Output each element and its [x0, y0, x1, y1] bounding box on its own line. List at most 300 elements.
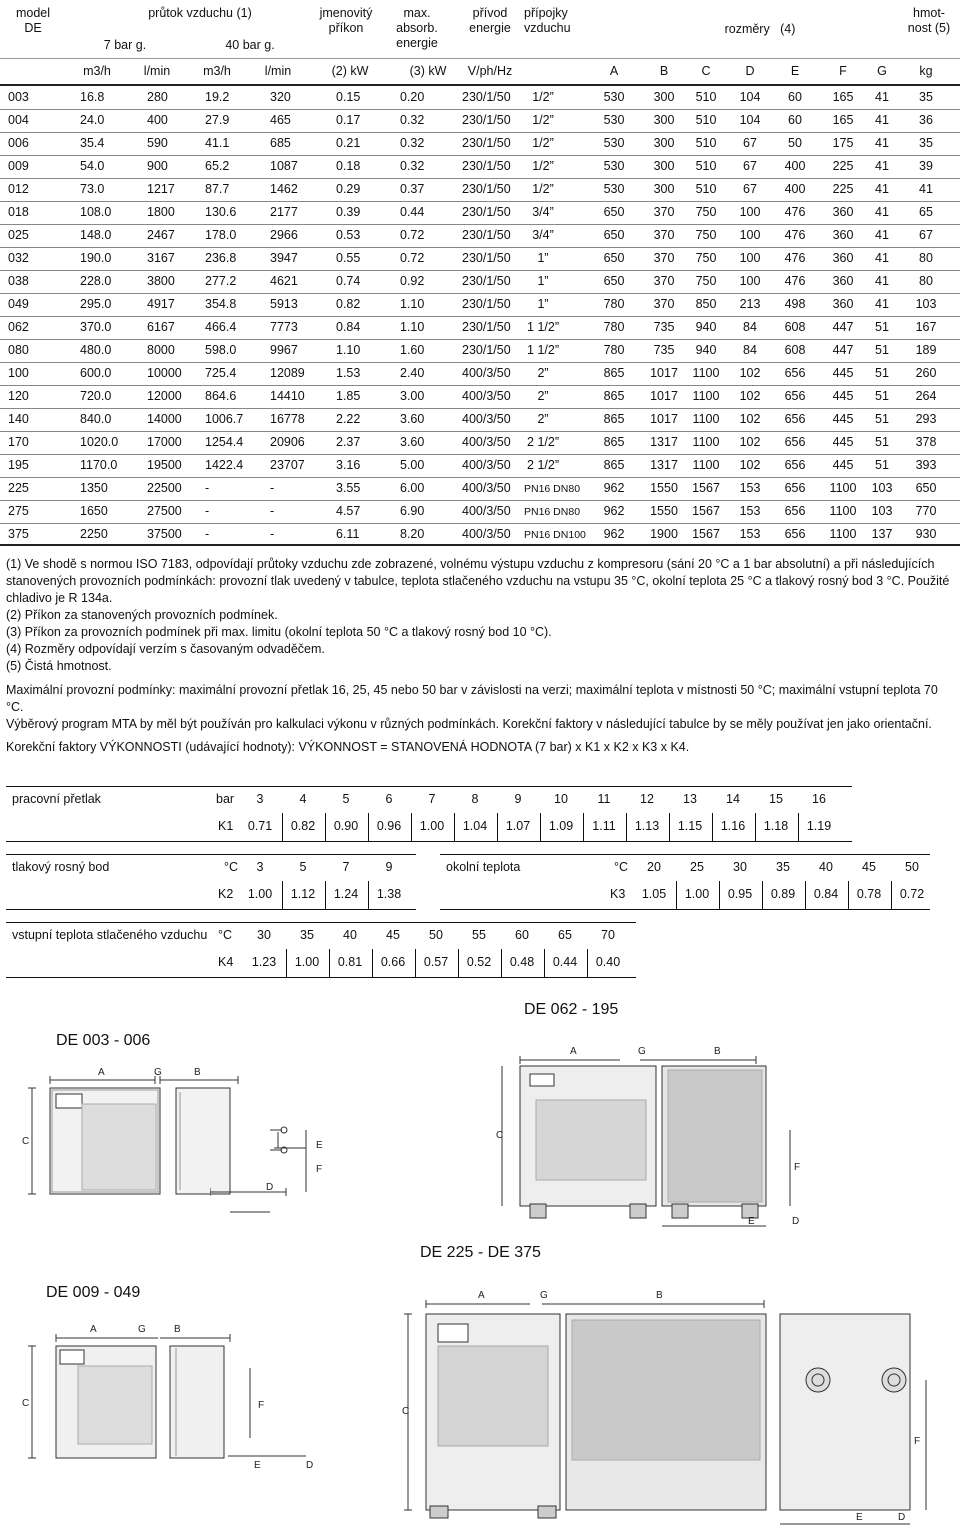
- k1-value: 5: [342, 792, 350, 806]
- table-cell: 51: [875, 320, 889, 334]
- svg-text:G: G: [138, 1324, 146, 1335]
- k3-factor: 0.95: [727, 887, 753, 901]
- table-cell: 006: [8, 136, 29, 150]
- svg-text:F: F: [258, 1400, 265, 1411]
- table-cell: 400/3/50: [462, 412, 511, 426]
- k4-label: vstupní teplota stlačeného vzduchu: [12, 928, 208, 942]
- table-cell: 87.7: [205, 182, 230, 196]
- k1-factor: 1.00: [419, 819, 445, 833]
- table-cell: 445: [832, 389, 854, 403]
- table-cell: 260: [915, 366, 937, 380]
- table-cell: 41: [875, 159, 889, 173]
- table-cell: 1350: [80, 481, 108, 495]
- k1-factor: 1.11: [592, 819, 616, 833]
- svg-text:F: F: [316, 1164, 323, 1175]
- table-cell: 1/2”: [532, 136, 554, 150]
- table-cell: 009: [8, 159, 29, 173]
- table-cell: 35.4: [80, 136, 105, 150]
- table-cell: 2.40: [400, 366, 425, 380]
- table-cell: 370: [653, 228, 675, 242]
- table-cell: 465: [270, 113, 291, 127]
- table-cell: 39: [919, 159, 933, 173]
- table-cell: 3167: [147, 251, 175, 265]
- k3-unit: °C: [614, 860, 629, 874]
- table-cell: 41: [875, 297, 889, 311]
- table-cell: 130.6: [205, 205, 237, 219]
- table-cell: 103: [871, 481, 893, 495]
- header-flow-7bar: 7 bar g.: [103, 38, 147, 52]
- table-cell: 0.32: [400, 159, 425, 173]
- k1-factor: 1.19: [806, 819, 832, 833]
- svg-text:A: A: [478, 1290, 485, 1301]
- table-row: [0, 431, 960, 454]
- k3-value: 30: [733, 860, 747, 874]
- table-cell: 1.10: [400, 320, 425, 334]
- table-cell: 590: [147, 136, 168, 150]
- table-cell: 400/3/50: [462, 481, 511, 495]
- table-cell: 60: [788, 113, 802, 127]
- table-cell: 940: [695, 320, 717, 334]
- table-cell: 498: [784, 297, 806, 311]
- k1-factor: 0.90: [333, 819, 359, 833]
- table-cell: 24.0: [80, 113, 105, 127]
- table-cell: 480.0: [80, 343, 112, 357]
- k2-value: 3: [256, 860, 264, 874]
- table-cell: 35: [919, 90, 933, 104]
- table-row: [0, 339, 960, 362]
- table-cell: 41: [875, 228, 889, 242]
- table-cell: 80: [919, 251, 933, 265]
- table-cell: 650: [603, 228, 625, 242]
- table-cell: 608: [784, 320, 806, 334]
- k1-value: 12: [640, 792, 654, 806]
- table-cell: 445: [832, 458, 854, 472]
- svg-text:D: D: [306, 1460, 314, 1468]
- table-cell: 476: [784, 228, 806, 242]
- svg-text:B: B: [194, 1067, 201, 1078]
- table-cell: 137: [871, 527, 893, 541]
- k1-value: 3: [256, 792, 264, 806]
- svg-text:E: E: [254, 1460, 261, 1468]
- table-cell: 41: [875, 251, 889, 265]
- table-cell: 35: [919, 136, 933, 150]
- table-cell: 750: [695, 251, 717, 265]
- table-cell: 1170.0: [80, 458, 118, 472]
- k4-value: 50: [429, 928, 443, 942]
- table-cell: 400: [784, 159, 806, 173]
- table-cell: 100: [739, 228, 761, 242]
- table-cell: 120: [8, 389, 29, 403]
- k1-factor: 0.96: [376, 819, 402, 833]
- table-cell: 0.84: [336, 320, 361, 334]
- table-cell: 67: [743, 159, 757, 173]
- k4-key: K4: [218, 955, 234, 969]
- k4-factor: 0.66: [380, 955, 406, 969]
- table-cell: 1550: [650, 481, 678, 495]
- table-cell: 735: [653, 343, 675, 357]
- k4-factor: 0.52: [466, 955, 492, 969]
- table-cell: 12000: [147, 389, 182, 403]
- table-cell: 84: [743, 343, 757, 357]
- k3-value: 45: [862, 860, 876, 874]
- table-cell: 51: [875, 435, 889, 449]
- table-cell: 510: [695, 136, 717, 150]
- k3-value: 40: [819, 860, 833, 874]
- k1-value: 8: [471, 792, 479, 806]
- table-cell: 1 1/2”: [527, 320, 559, 334]
- table-cell: 104: [739, 90, 761, 104]
- header-maxabs: max. absorb. energie: [396, 6, 438, 50]
- table-cell: 370: [653, 297, 675, 311]
- table-cell: 3.60: [400, 435, 425, 449]
- table-cell: 400/3/50: [462, 458, 511, 472]
- table-cell: 864.6: [205, 389, 237, 403]
- table-row: [0, 316, 960, 339]
- table-cell: 656: [784, 481, 806, 495]
- table-cell: 1100: [692, 412, 720, 426]
- svg-text:E: E: [856, 1512, 863, 1523]
- footnote-3: (3) Příkon za provozních podmínek při max. limitu (okolní teplota 50 °C a tlakový rosný bod 10 °C).: [6, 625, 552, 639]
- table-cell: 264: [915, 389, 937, 403]
- paragraphs: [6, 682, 954, 756]
- k2-value: 5: [299, 860, 307, 874]
- table-cell: 608: [784, 343, 806, 357]
- table-cell: 656: [784, 504, 806, 518]
- k2-key: K2: [218, 887, 234, 901]
- table-cell: -: [205, 481, 210, 495]
- k1-value: 14: [726, 792, 740, 806]
- k4-value: 35: [300, 928, 314, 942]
- table-cell: 750: [695, 228, 717, 242]
- k4-factor: 1.23: [251, 955, 277, 969]
- drawing-de-225-375: [400, 1284, 940, 1528]
- table-cell: 6.90: [400, 504, 425, 518]
- table-cell: 2”: [537, 366, 549, 380]
- table-cell: 4.57: [336, 504, 361, 518]
- table-cell: 102: [739, 366, 761, 380]
- table-cell: -: [270, 527, 275, 541]
- table-cell: 293: [915, 412, 937, 426]
- drawing-title-009-049: DE 009 - 049: [46, 1284, 141, 1301]
- table-cell: 850: [695, 297, 717, 311]
- k4-factor: 0.57: [423, 955, 449, 969]
- table-cell: 2467: [147, 228, 175, 242]
- table-cell: 445: [832, 366, 854, 380]
- table-cell: 189: [915, 343, 937, 357]
- table-cell: 1/2”: [532, 90, 554, 104]
- table-cell: 300: [653, 159, 675, 173]
- drawing-de-003-006-side: [210, 1130, 330, 1210]
- table-row: [0, 201, 960, 224]
- k2-factor: 1.24: [333, 887, 359, 901]
- table-cell: 300: [653, 113, 675, 127]
- table-row: [0, 293, 960, 316]
- table-cell: 445: [832, 435, 854, 449]
- table-cell: 6.00: [400, 481, 425, 495]
- table-cell: 400/3/50: [462, 389, 511, 403]
- table-cell: 230/1/50: [462, 251, 511, 265]
- table-cell: 510: [695, 113, 717, 127]
- table-cell: 510: [695, 90, 717, 104]
- table-cell: 476: [784, 274, 806, 288]
- table-cell: 230/1/50: [462, 274, 511, 288]
- table-cell: 140: [8, 412, 29, 426]
- svg-text:A: A: [98, 1067, 105, 1078]
- k4-unit: °C: [218, 928, 233, 942]
- table-cell: 175: [832, 136, 854, 150]
- table-cell: 27500: [147, 504, 182, 518]
- table-cell: 230/1/50: [462, 297, 511, 311]
- k2-value: 7: [342, 860, 350, 874]
- header-flow-40bar: 40 bar g.: [225, 38, 275, 52]
- k1-factor: 0.82: [290, 819, 316, 833]
- table-row: [0, 454, 960, 477]
- table-row: [0, 109, 960, 132]
- table-cell: 51: [875, 389, 889, 403]
- table-cell: 840.0: [80, 412, 112, 426]
- table-cell: 41: [875, 274, 889, 288]
- table-cell: 41: [875, 205, 889, 219]
- table-cell: -: [205, 504, 210, 518]
- table-cell: 104: [739, 113, 761, 127]
- svg-text:E: E: [316, 1140, 323, 1151]
- table-cell: 51: [875, 412, 889, 426]
- table-cell: 67: [919, 228, 933, 242]
- table-cell: 228.0: [80, 274, 112, 288]
- table-cell: 1567: [692, 527, 720, 541]
- table-cell: 2 1/2”: [527, 458, 559, 472]
- k2-label: tlakový rosný bod: [12, 860, 110, 874]
- svg-text:E: E: [748, 1216, 755, 1227]
- k1-factor: 1.04: [462, 819, 488, 833]
- table-cell: 510: [695, 182, 717, 196]
- header-connection: přípojky vzduchu: [524, 6, 571, 35]
- table-cell: 3947: [270, 251, 298, 265]
- k1-value: 7: [428, 792, 436, 806]
- k3-factor: 1.05: [641, 887, 667, 901]
- k2-factor: 1.38: [376, 887, 402, 901]
- table-cell: 656: [784, 412, 806, 426]
- table-row: [0, 132, 960, 155]
- table-cell: 5913: [270, 297, 298, 311]
- table-cell: 51: [875, 343, 889, 357]
- table-cell: 1087: [270, 159, 298, 173]
- k1-value: 10: [554, 792, 568, 806]
- table-cell: 962: [603, 481, 625, 495]
- table-cell: 530: [603, 159, 625, 173]
- table-cell: 062: [8, 320, 29, 334]
- table-cell: 0.74: [336, 274, 361, 288]
- table-cell: 0.20: [400, 90, 425, 104]
- table-cell: 230/1/50: [462, 205, 511, 219]
- k4-factor: 1.00: [294, 955, 320, 969]
- table-cell: 865: [603, 435, 625, 449]
- table-cell: 73.0: [80, 182, 105, 196]
- table-cell: 360: [832, 205, 854, 219]
- table-cell: 16.8: [80, 90, 105, 104]
- table-cell: 103: [871, 504, 893, 518]
- table-cell: 100: [739, 274, 761, 288]
- table-cell: 1422.4: [205, 458, 244, 472]
- table-cell: 213: [739, 297, 761, 311]
- table-cell: 67: [743, 136, 757, 150]
- table-cell: 102: [739, 458, 761, 472]
- table-cell: 4917: [147, 297, 175, 311]
- svg-text:A: A: [570, 1046, 577, 1057]
- table-cell: 780: [603, 343, 625, 357]
- table-cell: 17000: [147, 435, 182, 449]
- table-cell: 230/1/50: [462, 90, 511, 104]
- k3-factor: 0.78: [856, 887, 882, 901]
- table-cell: 100: [739, 251, 761, 265]
- table-cell: -: [270, 481, 275, 495]
- table-cell: 2 1/2”: [527, 435, 559, 449]
- table-cell: 23707: [270, 458, 305, 472]
- k3-value: 20: [647, 860, 661, 874]
- k1-factor: 1.16: [720, 819, 746, 833]
- table-cell: 0.29: [336, 182, 361, 196]
- table-cell: 1462: [270, 182, 298, 196]
- drawing-title-062-195: DE 062 - 195: [524, 1001, 619, 1018]
- table-cell: 400/3/50: [462, 527, 511, 541]
- table-cell: 1020.0: [80, 435, 119, 449]
- table-cell: 51: [875, 366, 889, 380]
- table-cell: 1.60: [400, 343, 425, 357]
- unit-label: B: [659, 64, 669, 78]
- table-cell: 1006.7: [205, 412, 244, 426]
- table-cell: 1100: [692, 366, 720, 380]
- k3-factor: 1.00: [684, 887, 710, 901]
- table-cell: 0.17: [336, 113, 361, 127]
- k4-factor: 0.81: [337, 955, 363, 969]
- table-cell: 370: [653, 205, 675, 219]
- table-cell: 2.22: [336, 412, 361, 426]
- header-supply: přívod energie: [469, 6, 511, 35]
- table-cell: 360: [832, 251, 854, 265]
- table-cell: 230/1/50: [462, 113, 511, 127]
- table-cell: 656: [784, 458, 806, 472]
- k3-factor: 0.84: [813, 887, 839, 901]
- k3-key: K3: [610, 887, 626, 901]
- unit-label: V/ph/Hz: [467, 64, 513, 78]
- table-cell: 865: [603, 458, 625, 472]
- k1-factor: 1.07: [505, 819, 531, 833]
- unit-label: (2) kW: [331, 64, 369, 78]
- footnote-5: (5) Čistá hmotnost.: [6, 659, 112, 673]
- table-cell: 230/1/50: [462, 182, 511, 196]
- k4-value: 30: [257, 928, 271, 942]
- k4-value: 70: [601, 928, 615, 942]
- table-cell: 0.21: [336, 136, 361, 150]
- k1-value: 13: [683, 792, 697, 806]
- table-cell: 0.92: [400, 274, 425, 288]
- table-cell: 230/1/50: [462, 228, 511, 242]
- table-cell: 012: [8, 182, 29, 196]
- table-cell: 725.4: [205, 366, 237, 380]
- table-cell: 770: [915, 504, 937, 518]
- k1-factor: 1.13: [634, 819, 660, 833]
- table-cell: 300: [653, 90, 675, 104]
- table-cell: 2”: [537, 389, 549, 403]
- table-cell: 0.72: [400, 228, 425, 242]
- table-cell: PN16 DN100: [524, 529, 586, 541]
- table-cell: 004: [8, 113, 29, 127]
- table-cell: 1100: [829, 527, 857, 541]
- table-cell: 0.32: [400, 113, 425, 127]
- table-cell: 650: [915, 481, 937, 495]
- table-cell: 1550: [650, 504, 678, 518]
- table-cell: 0.72: [400, 251, 425, 265]
- table-cell: 295.0: [80, 297, 112, 311]
- header-weight: hmot- nost (5): [907, 6, 951, 35]
- paragraph-correction: Korekční faktory VÝKONNOSTI (udávající hodnoty): VÝKONNOST = STANOVENÁ HODNOTA (7 bar) x K1 x K2 x K3 x K4.: [6, 740, 690, 754]
- table-cell: 1.10: [336, 343, 361, 357]
- table-cell: 300: [653, 136, 675, 150]
- table-cell: 530: [603, 182, 625, 196]
- table-cell: 4621: [270, 274, 298, 288]
- table-cell: 6167: [147, 320, 175, 334]
- table-cell: 300: [653, 182, 675, 196]
- table-cell: 865: [603, 412, 625, 426]
- unit-label: C: [701, 64, 711, 78]
- table-cell: 1/2”: [532, 182, 554, 196]
- table-cell: 225: [832, 159, 854, 173]
- table-cell: 038: [8, 274, 29, 288]
- unit-label: (3) kW: [409, 64, 447, 78]
- table-cell: 530: [603, 90, 625, 104]
- table-cell: 230/1/50: [462, 343, 511, 357]
- svg-text:B: B: [656, 1290, 663, 1301]
- table-cell: 049: [8, 297, 29, 311]
- table-cell: 2177: [270, 205, 298, 219]
- table-cell: 1317: [650, 458, 678, 472]
- drawing-de-062-195: [490, 1040, 930, 1230]
- unit-label: m3/h: [83, 64, 111, 78]
- table-cell: 6.11: [336, 527, 360, 541]
- svg-text:D: D: [898, 1512, 906, 1523]
- table-cell: 41.1: [205, 136, 230, 150]
- table-cell: 1017: [650, 389, 678, 403]
- svg-text:G: G: [540, 1290, 548, 1301]
- k1-value: 4: [299, 792, 307, 806]
- table-cell: 41: [875, 136, 889, 150]
- table-cell: 178.0: [205, 228, 237, 242]
- table-cell: 275: [8, 504, 29, 518]
- table-cell: 170: [8, 435, 29, 449]
- table-cell: 103: [915, 297, 937, 311]
- table-cell: 080: [8, 343, 29, 357]
- table-row: [0, 224, 960, 247]
- paragraph-mta: Výběrový program MTA by měl být používán pro kalkulaci výkonu v různých podmínkách. Korekční faktory v následující tabulce by se měly používat jen jako orientační.: [6, 717, 932, 731]
- unit-label: F: [839, 64, 847, 78]
- table-cell: 1”: [537, 274, 549, 288]
- k1-key: K1: [218, 819, 234, 833]
- table-cell: 865: [603, 389, 625, 403]
- svg-text:F: F: [914, 1436, 921, 1447]
- table-cell: 930: [915, 527, 937, 541]
- table-cell: 19.2: [205, 90, 230, 104]
- table-cell: 67: [743, 182, 757, 196]
- table-cell: 447: [832, 320, 854, 334]
- table-cell: 685: [270, 136, 291, 150]
- table-cell: 1017: [650, 412, 678, 426]
- drawing-title-225-375: DE 225 - DE 375: [420, 1244, 541, 1261]
- table-cell: 41: [875, 90, 889, 104]
- svg-text:B: B: [174, 1324, 181, 1335]
- svg-text:A: A: [90, 1324, 97, 1335]
- table-cell: 1217: [147, 182, 175, 196]
- table-row: [0, 247, 960, 270]
